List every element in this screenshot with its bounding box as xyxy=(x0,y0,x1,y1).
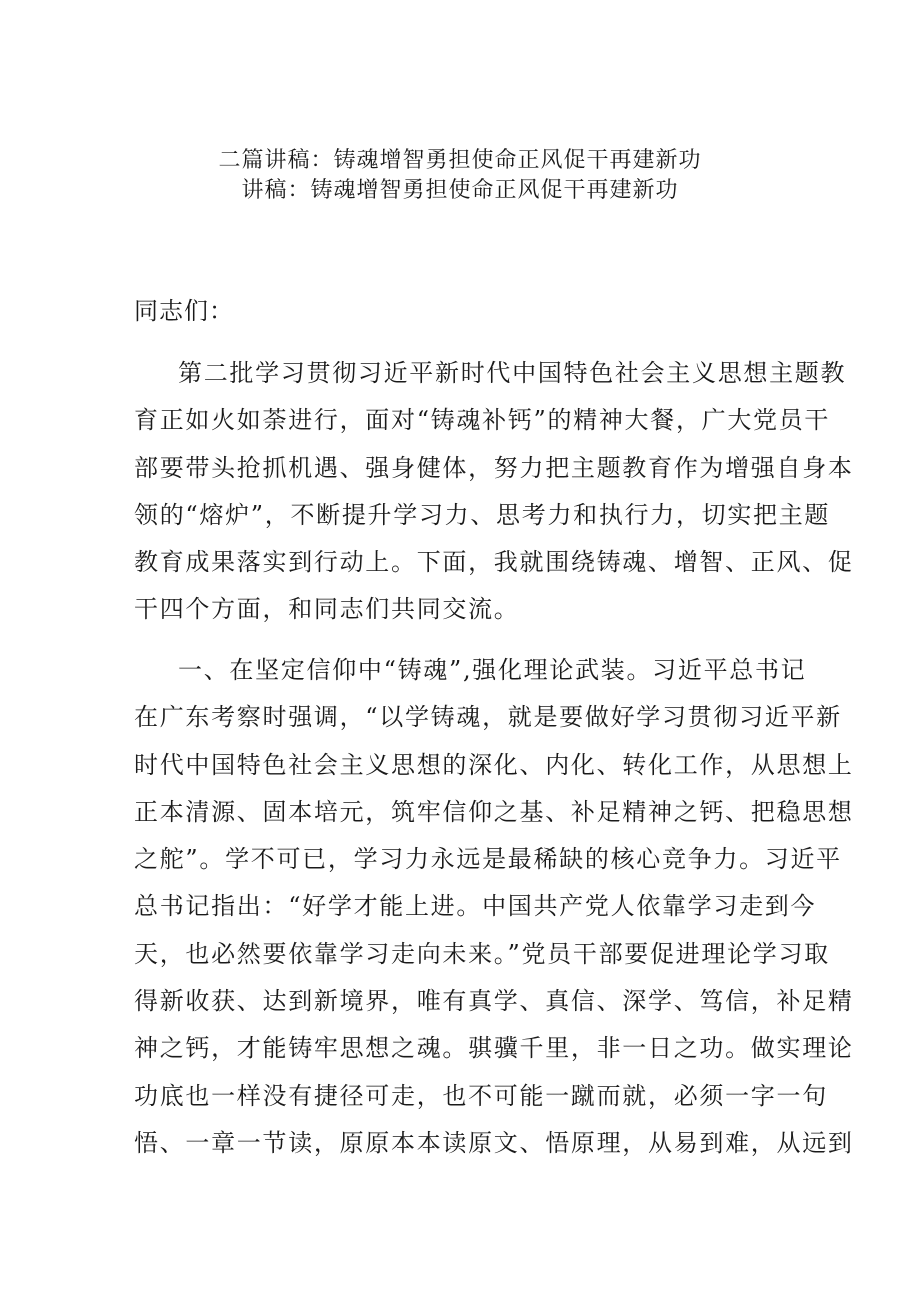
paragraph-section-one xyxy=(134,647,854,1167)
paragraph-line: 得新收获、达到新境界，唯有真学、真信、深学、笃信，补足精 xyxy=(134,987,854,1016)
document-title xyxy=(0,146,920,206)
paragraph-line: 部要带头抢抓机遇、强身健体，努力把主题教育作为增强自身本 xyxy=(134,453,854,482)
paragraph-line: 教育成果落实到行动上。下面，我就围绕铸魂、增智、正风、促 xyxy=(134,548,854,577)
paragraph-line: 神之钙，才能铸牢思想之魂。骐骥千里，非一日之功。做实理论 xyxy=(134,1034,854,1063)
paragraph-line: 悟、一章一节读，原原本本读原文、悟原理，从易到难，从远到 xyxy=(134,1128,854,1157)
paragraph-line: 育正如火如荼进行，面对“铸魂补钙”的精神大餐，广大党员干 xyxy=(134,406,831,435)
paragraph-line: 领的“熔炉”，不断提升学习力、思考力和执行力，切实把主题 xyxy=(134,500,831,529)
paragraph-line: 功底也一样没有捷径可走，也不可能一蹴而就，必须一字一句 xyxy=(134,1081,828,1110)
paragraph-line: 正本清源、固本培元，筑牢信仰之基、补足精神之钙、把稳思想 xyxy=(134,797,854,826)
paragraph-line: 之舵”。学不可已，学习力永远是最稀缺的核心竞争力。习近平 xyxy=(134,845,842,874)
title-line-1: 二篇讲稿：铸魂增智勇担使命正风促干再建新功 xyxy=(218,148,702,173)
salutation: 同志们： xyxy=(134,297,234,325)
paragraph-line: 第二批学习贯彻习近平新时代中国特色社会主义思想主题教 xyxy=(178,359,847,387)
paragraph-line: 天，也必然要依靠学习走向未来。”党员干部要促进理论学习取 xyxy=(134,939,830,968)
paragraph-line: 干四个方面，和同志们共同交流。 xyxy=(134,595,520,624)
paragraph-line: 一、在坚定信仰中“铸魂”,强化理论武装。习近平总书记 xyxy=(178,656,807,684)
paragraph-line: 在广东考察时强调，“以学铸魂，就是要做好学习贯彻习近平新 xyxy=(134,703,842,732)
paragraph-line: 时代中国特色社会主义思想的深化、内化、转化工作，从思想上 xyxy=(134,750,854,779)
title-line-2: 讲稿：铸魂增智勇担使命正风促干再建新功 xyxy=(241,178,679,203)
paragraph-line: 总书记指出：“好学才能上进。中国共产党人依靠学习走到今 xyxy=(134,892,817,921)
paragraph-intro xyxy=(134,350,854,634)
